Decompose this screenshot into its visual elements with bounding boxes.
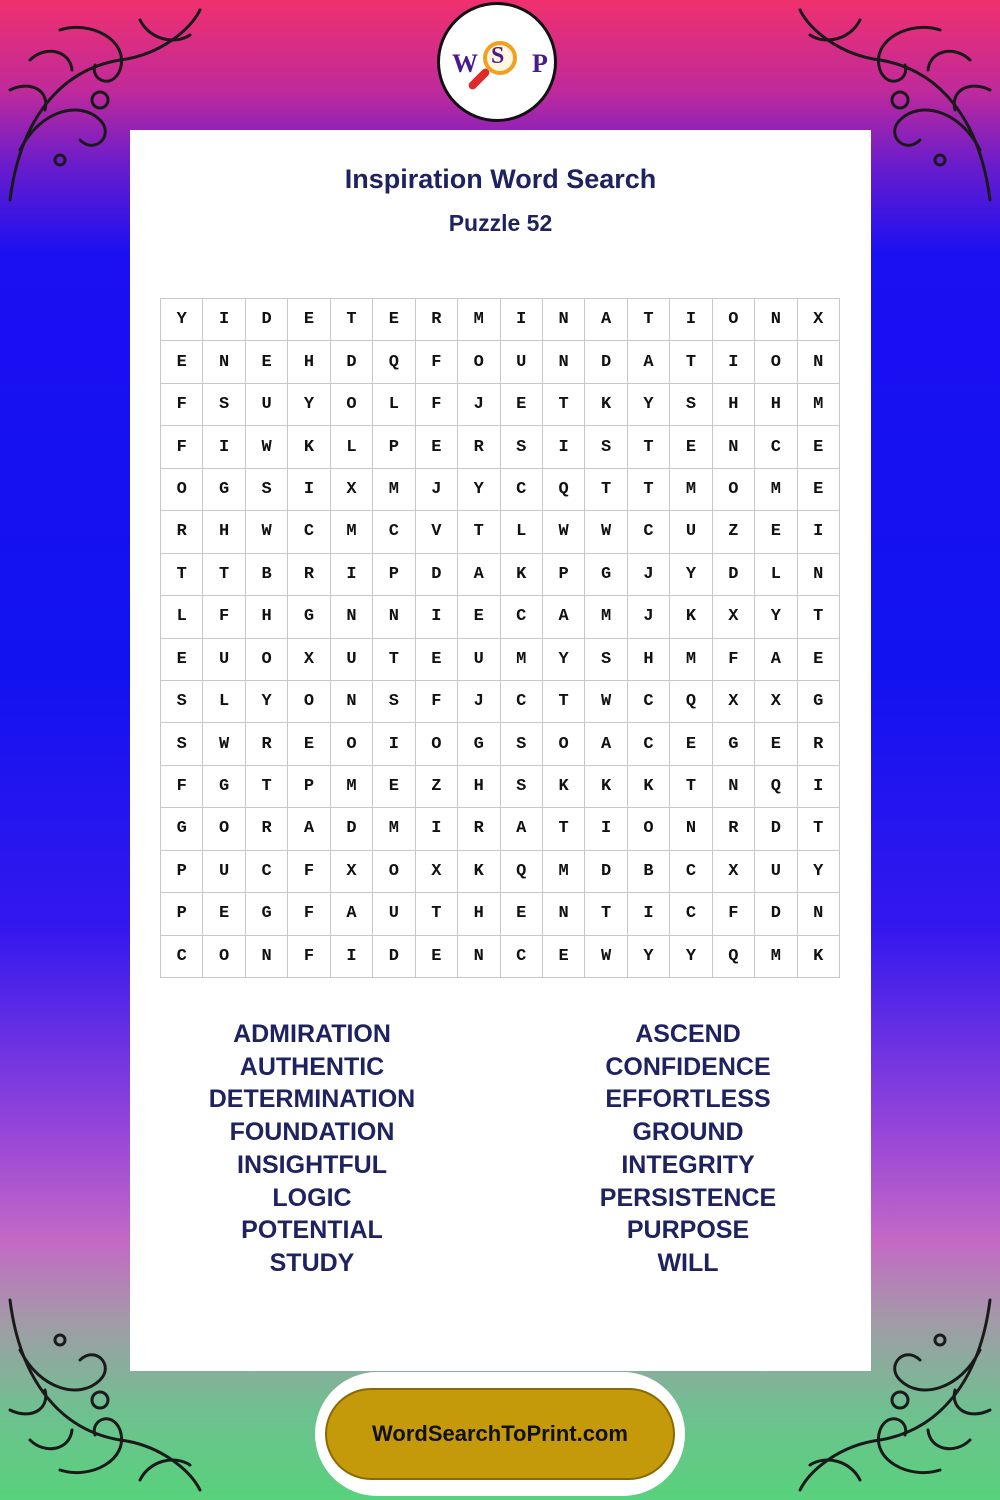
grid-cell: N <box>203 341 245 383</box>
grid-cell: C <box>501 936 543 978</box>
grid-cell: L <box>331 426 373 468</box>
grid-cell: J <box>458 384 500 426</box>
grid-cell: R <box>458 426 500 468</box>
grid-cell: Q <box>543 469 585 511</box>
page-title: Inspiration Word Search <box>344 164 657 194</box>
grid-cell: H <box>288 341 330 383</box>
grid-cell: L <box>755 554 797 596</box>
grid-cell: T <box>416 893 458 935</box>
grid-cell: B <box>628 851 670 893</box>
word-item: FOUNDATION <box>229 1118 395 1147</box>
grid-cell: G <box>203 766 245 808</box>
grid-cell: Q <box>670 681 712 723</box>
grid-cell: E <box>755 723 797 765</box>
grid-cell: R <box>713 808 755 850</box>
grid-cell: Y <box>628 936 670 978</box>
grid-cell: N <box>755 299 797 341</box>
grid-cell: I <box>670 299 712 341</box>
grid-cell: C <box>628 681 670 723</box>
grid-cell: J <box>628 554 670 596</box>
grid-cell: Q <box>373 341 415 383</box>
grid-cell: R <box>798 723 840 765</box>
grid-cell: G <box>585 554 627 596</box>
grid-cell: J <box>628 596 670 638</box>
grid-cell: P <box>161 851 203 893</box>
grid-cell: Y <box>543 639 585 681</box>
grid-cell: O <box>246 639 288 681</box>
word-item: PERSISTENCE <box>599 1183 777 1212</box>
grid-cell: O <box>713 469 755 511</box>
grid-cell: T <box>458 511 500 553</box>
grid-cell: H <box>628 639 670 681</box>
footer-badge <box>315 1372 685 1496</box>
logo-letter-p: P <box>532 49 548 78</box>
grid-cell: R <box>161 511 203 553</box>
grid-cell: N <box>331 596 373 638</box>
grid-cell: N <box>798 341 840 383</box>
grid-cell: U <box>458 639 500 681</box>
grid-cell: N <box>798 893 840 935</box>
grid-cell: O <box>628 808 670 850</box>
grid-cell: D <box>331 341 373 383</box>
grid-cell: X <box>713 851 755 893</box>
grid-cell: T <box>331 299 373 341</box>
grid-cell: T <box>628 426 670 468</box>
grid-cell: M <box>755 936 797 978</box>
grid-cell: P <box>373 554 415 596</box>
grid-cell: F <box>203 596 245 638</box>
grid-cell: A <box>585 299 627 341</box>
grid-cell: T <box>585 469 627 511</box>
grid-cell: A <box>288 808 330 850</box>
word-item: CONFIDENCE <box>605 1052 771 1081</box>
grid-cell: G <box>288 596 330 638</box>
grid-cell: N <box>543 341 585 383</box>
grid-cell: D <box>755 893 797 935</box>
grid-cell: Y <box>628 384 670 426</box>
grid-cell: Q <box>713 936 755 978</box>
grid-cell: O <box>288 681 330 723</box>
grid-cell: G <box>458 723 500 765</box>
grid-cell: E <box>798 469 840 511</box>
grid-cell: U <box>246 384 288 426</box>
grid-cell: R <box>288 554 330 596</box>
grid-cell: C <box>628 511 670 553</box>
grid-cell: F <box>288 851 330 893</box>
grid-cell: F <box>713 893 755 935</box>
grid-cell: U <box>501 341 543 383</box>
grid-cell: D <box>246 299 288 341</box>
grid-cell: X <box>713 596 755 638</box>
grid-cell: T <box>798 596 840 638</box>
grid-cell: P <box>288 766 330 808</box>
grid-cell: S <box>585 426 627 468</box>
grid-cell: S <box>501 766 543 808</box>
grid-cell: Y <box>458 469 500 511</box>
grid-cell: G <box>798 681 840 723</box>
grid-cell: I <box>713 341 755 383</box>
grid-cell: S <box>501 723 543 765</box>
grid-cell: S <box>246 469 288 511</box>
grid-cell: U <box>670 511 712 553</box>
grid-cell: I <box>628 893 670 935</box>
grid-cell: M <box>543 851 585 893</box>
grid-cell: G <box>246 893 288 935</box>
grid-cell: S <box>501 426 543 468</box>
grid-cell: D <box>585 341 627 383</box>
grid-cell: C <box>373 511 415 553</box>
grid-cell: C <box>246 851 288 893</box>
grid-cell: W <box>585 511 627 553</box>
grid-cell: M <box>670 639 712 681</box>
grid-cell: T <box>670 341 712 383</box>
grid-cell: W <box>246 511 288 553</box>
puzzle-panel <box>130 130 871 1371</box>
grid-cell: O <box>331 723 373 765</box>
grid-cell: F <box>416 341 458 383</box>
grid-cell: E <box>670 723 712 765</box>
grid-cell: C <box>288 511 330 553</box>
grid-cell: I <box>331 554 373 596</box>
grid-cell: U <box>203 639 245 681</box>
grid-cell: E <box>543 936 585 978</box>
grid-cell: I <box>373 723 415 765</box>
grid-cell: I <box>798 766 840 808</box>
grid-cell: I <box>798 511 840 553</box>
word-item: ASCEND <box>635 1020 741 1048</box>
grid-cell: L <box>501 511 543 553</box>
grid-cell: W <box>585 936 627 978</box>
grid-cell: I <box>203 299 245 341</box>
grid-cell: E <box>416 936 458 978</box>
grid-cell: C <box>501 469 543 511</box>
word-item: ADMIRATION <box>233 1020 391 1048</box>
grid-cell: I <box>288 469 330 511</box>
grid-cell: L <box>373 384 415 426</box>
grid-cell: C <box>161 936 203 978</box>
grid-cell: I <box>331 936 373 978</box>
grid-cell: F <box>416 681 458 723</box>
grid-cell: I <box>543 426 585 468</box>
word-item: POTENTIAL <box>241 1216 383 1245</box>
grid-cell: R <box>458 808 500 850</box>
grid-cell: E <box>798 426 840 468</box>
grid-cell: T <box>543 808 585 850</box>
grid-cell: E <box>501 893 543 935</box>
grid-cell: O <box>203 808 245 850</box>
grid-cell: N <box>713 426 755 468</box>
grid-cell: T <box>798 808 840 850</box>
grid-cell: O <box>331 384 373 426</box>
grid-cell: N <box>543 299 585 341</box>
grid-cell: Q <box>755 766 797 808</box>
grid-cell: E <box>458 596 500 638</box>
grid-cell: E <box>373 766 415 808</box>
grid-cell: C <box>670 851 712 893</box>
grid-cell: K <box>585 384 627 426</box>
grid-cell: O <box>755 341 797 383</box>
grid-cell: Y <box>670 554 712 596</box>
grid-cell: E <box>246 341 288 383</box>
grid-cell: A <box>628 341 670 383</box>
word-item: LOGIC <box>272 1183 352 1212</box>
grid-cell: T <box>161 554 203 596</box>
grid-cell: S <box>161 681 203 723</box>
grid-cell: D <box>755 808 797 850</box>
grid-cell: Y <box>288 384 330 426</box>
grid-cell: E <box>416 426 458 468</box>
puzzle-number: Puzzle 52 <box>448 210 553 236</box>
grid-cell: E <box>288 723 330 765</box>
grid-cell: X <box>288 639 330 681</box>
grid-cell: K <box>458 851 500 893</box>
grid-cell: Z <box>713 511 755 553</box>
grid-cell: K <box>501 554 543 596</box>
grid-cell: U <box>755 851 797 893</box>
word-item: INSIGHTFUL <box>237 1150 387 1179</box>
grid-cell: M <box>501 639 543 681</box>
grid-cell: E <box>670 426 712 468</box>
word-item: WILL <box>657 1248 719 1277</box>
grid-cell: X <box>798 299 840 341</box>
grid-cell: K <box>585 766 627 808</box>
grid-cell: Y <box>246 681 288 723</box>
grid-cell: L <box>161 596 203 638</box>
grid-cell: E <box>161 639 203 681</box>
grid-cell: E <box>373 299 415 341</box>
grid-cell: W <box>543 511 585 553</box>
grid-cell: N <box>373 596 415 638</box>
grid-cell: W <box>203 723 245 765</box>
logo-letter-w: W <box>452 49 478 78</box>
grid-cell: X <box>331 469 373 511</box>
grid-cell: G <box>161 808 203 850</box>
grid-cell: R <box>246 808 288 850</box>
grid-cell: S <box>670 384 712 426</box>
grid-cell: E <box>203 893 245 935</box>
grid-cell: A <box>458 554 500 596</box>
grid-cell: M <box>373 808 415 850</box>
grid-cell: O <box>161 469 203 511</box>
grid-cell: X <box>713 681 755 723</box>
grid-cell: N <box>670 808 712 850</box>
grid-cell: C <box>501 681 543 723</box>
grid-cell: K <box>543 766 585 808</box>
grid-cell: T <box>203 554 245 596</box>
grid-cell: E <box>416 639 458 681</box>
grid-cell: Z <box>416 766 458 808</box>
grid-cell: C <box>670 893 712 935</box>
grid-cell: I <box>203 426 245 468</box>
grid-cell: J <box>458 681 500 723</box>
grid-cell: S <box>203 384 245 426</box>
grid-cell: A <box>755 639 797 681</box>
word-item: PURPOSE <box>626 1216 750 1245</box>
grid-cell: W <box>585 681 627 723</box>
grid-cell: O <box>543 723 585 765</box>
grid-cell: T <box>670 766 712 808</box>
grid-cell: F <box>161 766 203 808</box>
grid-cell: F <box>416 384 458 426</box>
grid-cell: T <box>373 639 415 681</box>
site-logo[interactable] <box>437 2 557 122</box>
grid-cell: T <box>585 893 627 935</box>
grid-cell: D <box>373 936 415 978</box>
grid-cell: M <box>755 469 797 511</box>
grid-cell: Y <box>798 851 840 893</box>
grid-cell: E <box>288 299 330 341</box>
grid-cell: M <box>331 511 373 553</box>
logo-letter-s: S <box>491 43 505 69</box>
grid-cell: O <box>458 341 500 383</box>
grid-cell: P <box>161 893 203 935</box>
grid-cell: U <box>203 851 245 893</box>
grid-cell: W <box>246 426 288 468</box>
grid-cell: X <box>331 851 373 893</box>
grid-cell: O <box>416 723 458 765</box>
grid-cell: N <box>331 681 373 723</box>
grid-cell: T <box>246 766 288 808</box>
grid-cell: I <box>416 596 458 638</box>
grid-cell: K <box>798 936 840 978</box>
grid-cell: N <box>713 766 755 808</box>
grid-cell: K <box>288 426 330 468</box>
word-item: EFFORTLESS <box>605 1085 771 1114</box>
letter-grid <box>160 298 840 978</box>
grid-cell: S <box>373 681 415 723</box>
grid-cell: P <box>373 426 415 468</box>
grid-cell: M <box>670 469 712 511</box>
grid-cell: E <box>798 639 840 681</box>
grid-cell: F <box>288 893 330 935</box>
grid-cell: M <box>458 299 500 341</box>
grid-cell: F <box>161 426 203 468</box>
grid-cell: N <box>798 554 840 596</box>
word-item: AUTHENTIC <box>239 1052 385 1081</box>
grid-cell: O <box>713 299 755 341</box>
grid-cell: A <box>543 596 585 638</box>
grid-cell: U <box>331 639 373 681</box>
grid-cell: M <box>373 469 415 511</box>
grid-cell: D <box>416 554 458 596</box>
grid-cell: K <box>670 596 712 638</box>
word-item: DETERMINATION <box>208 1085 416 1114</box>
grid-cell: S <box>161 723 203 765</box>
grid-cell: T <box>543 681 585 723</box>
grid-cell: Y <box>755 596 797 638</box>
grid-cell: N <box>543 893 585 935</box>
grid-cell: P <box>543 554 585 596</box>
grid-cell: G <box>713 723 755 765</box>
grid-cell: I <box>585 808 627 850</box>
grid-cell: H <box>713 384 755 426</box>
grid-cell: T <box>628 299 670 341</box>
grid-cell: H <box>755 384 797 426</box>
grid-cell: Y <box>670 936 712 978</box>
grid-cell: E <box>161 341 203 383</box>
grid-cell: N <box>246 936 288 978</box>
grid-cell: D <box>585 851 627 893</box>
grid-cell: S <box>585 639 627 681</box>
grid-cell: I <box>416 808 458 850</box>
grid-cell: J <box>416 469 458 511</box>
grid-cell: F <box>713 639 755 681</box>
grid-cell: E <box>755 511 797 553</box>
grid-cell: T <box>543 384 585 426</box>
grid-cell: H <box>458 893 500 935</box>
grid-cell: O <box>373 851 415 893</box>
grid-cell: E <box>501 384 543 426</box>
grid-cell: I <box>501 299 543 341</box>
grid-cell: M <box>585 596 627 638</box>
grid-cell: H <box>458 766 500 808</box>
grid-cell: R <box>416 299 458 341</box>
grid-cell: G <box>203 469 245 511</box>
grid-cell: A <box>331 893 373 935</box>
grid-cell: U <box>373 893 415 935</box>
grid-cell: K <box>628 766 670 808</box>
grid-cell: C <box>628 723 670 765</box>
grid-cell: M <box>331 766 373 808</box>
grid-cell: A <box>501 808 543 850</box>
word-item: INTEGRITY <box>621 1150 755 1179</box>
grid-cell: O <box>203 936 245 978</box>
grid-cell: V <box>416 511 458 553</box>
grid-cell: X <box>416 851 458 893</box>
grid-cell: D <box>713 554 755 596</box>
grid-cell: R <box>246 723 288 765</box>
grid-cell: M <box>798 384 840 426</box>
word-item: STUDY <box>269 1248 355 1277</box>
grid-cell: Y <box>161 299 203 341</box>
grid-cell: A <box>585 723 627 765</box>
grid-cell: H <box>246 596 288 638</box>
grid-cell: H <box>203 511 245 553</box>
grid-cell: N <box>458 936 500 978</box>
grid-cell: F <box>161 384 203 426</box>
grid-cell: L <box>203 681 245 723</box>
word-list-right <box>538 1018 838 1280</box>
website-link[interactable]: WordSearchToPrint.com <box>325 1388 675 1480</box>
grid-cell: T <box>628 469 670 511</box>
grid-cell: C <box>501 596 543 638</box>
grid-cell: B <box>246 554 288 596</box>
grid-cell: X <box>755 681 797 723</box>
word-list-left <box>162 1018 462 1280</box>
grid-cell: D <box>331 808 373 850</box>
grid-cell: Q <box>501 851 543 893</box>
grid-cell: C <box>755 426 797 468</box>
word-item: GROUND <box>632 1118 744 1147</box>
grid-cell: F <box>288 936 330 978</box>
